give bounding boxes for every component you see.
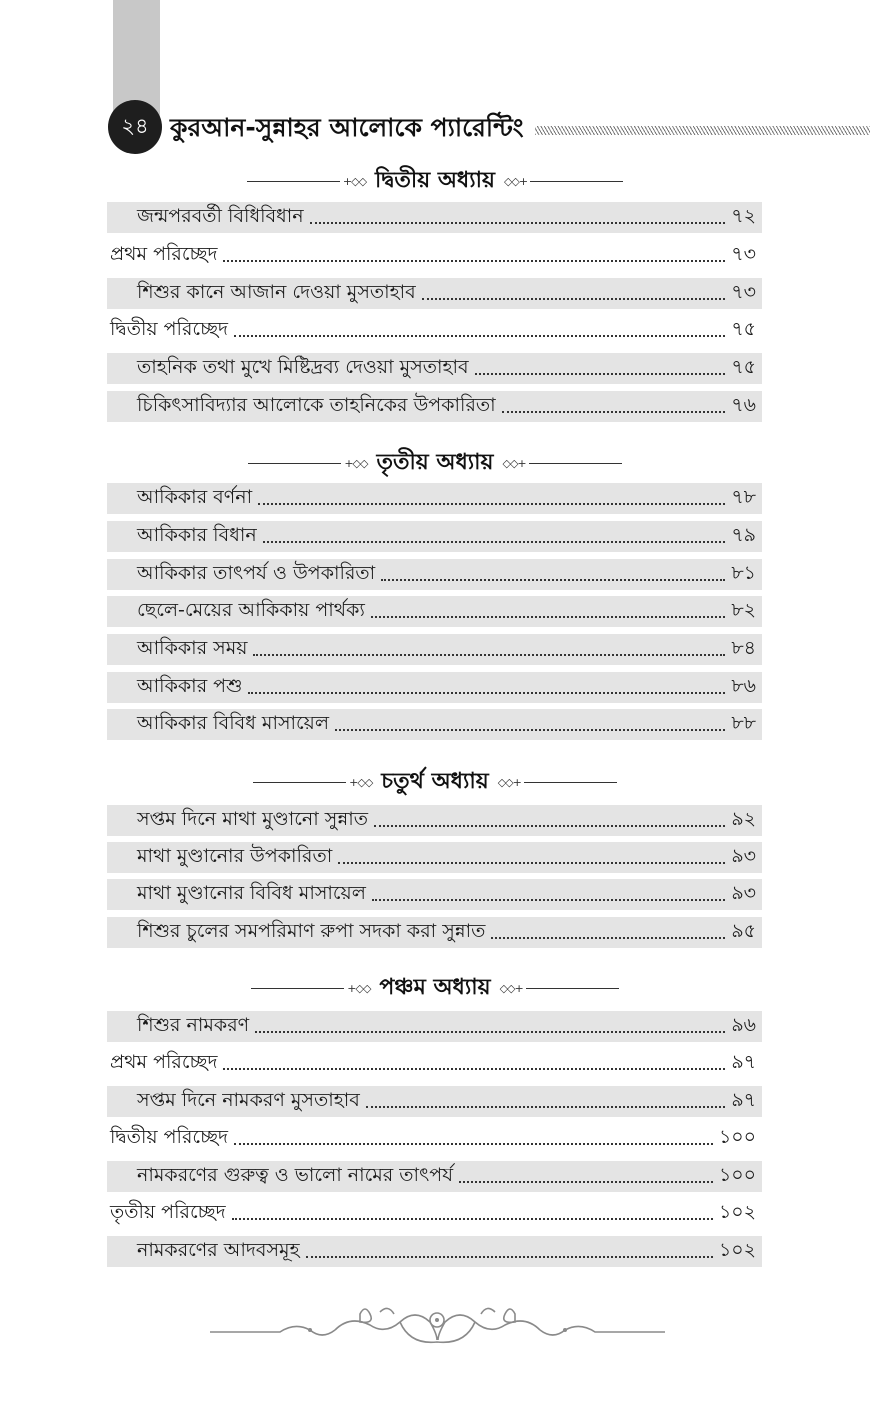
toc-entry-label: প্রথম পরিচ্ছেদ (110, 1050, 218, 1073)
toc-entry-page: ৮৬ (731, 674, 756, 697)
chapter-ornament-right: ◇◇+ (495, 776, 617, 789)
toc-entry[interactable] (107, 879, 762, 910)
chapter-ornament-left: +◇◇ (253, 776, 375, 789)
toc-entry-page: ৭৫ (731, 317, 756, 340)
toc-entry-page: ১০২ (718, 1200, 756, 1223)
toc-entry-label: প্রথম পরিচ্ছেদ (110, 242, 218, 265)
toc-entry-label: শিশুর চুলের সমপরিমাণ রুপা সদকা করা সুন্নাত (137, 919, 486, 942)
chapter-ornament-left: +◇◇ (248, 457, 370, 470)
toc-entry[interactable] (107, 278, 762, 309)
toc-entry-page: ১০২ (718, 1238, 756, 1261)
toc-entry-label: নামকরণের গুরুত্ব ও ভালো নামের তাৎপর্য (137, 1163, 454, 1186)
dot-leader (223, 260, 725, 262)
toc-entry-page: ৭৮ (731, 485, 756, 508)
chapter-ornament-left: +◇◇ (251, 982, 373, 995)
toc-entry-label: নামকরণের আদবসমূহ (137, 1238, 300, 1261)
chapter-title: পঞ্চম অধ্যায় (379, 974, 491, 1000)
toc-entry-label: আকিকার পশু (137, 674, 243, 697)
toc-entry-page: ৭৩ (731, 280, 756, 303)
toc-entry-page: ১০০ (718, 1125, 756, 1148)
toc-entry-label: তাহনিক তথা মুখে মিষ্টিদ্রব্য দেওয়া মুসতাহাব (137, 355, 469, 378)
dot-leader (306, 1256, 713, 1258)
toc-entry-page: ৯৭ (731, 1088, 756, 1111)
dot-leader (381, 579, 725, 581)
toc-entry[interactable] (107, 391, 762, 422)
dot-leader (310, 222, 726, 224)
dot-leader (475, 373, 726, 375)
toc-entry-page: ৮৮ (731, 711, 756, 734)
toc-entry-label: আকিকার সময় (137, 636, 248, 659)
toc-entry[interactable] (107, 521, 762, 552)
chapter-heading (0, 164, 870, 198)
toc-entry-page: ৯৬ (731, 1013, 756, 1036)
dot-leader (223, 1068, 725, 1070)
toc-entry-label: আকিকার তাৎপর্য ও উপকারিতা (137, 561, 376, 584)
toc-entry-page: ৭২ (731, 204, 756, 227)
page-number-badge (108, 100, 162, 154)
toc-entry[interactable] (107, 805, 762, 836)
toc-entry-label: আকিকার বর্ণনা (137, 485, 253, 508)
chapter-heading (0, 446, 870, 480)
toc-entry-page: ৮৪ (731, 636, 756, 659)
toc-entry-label: চিকিৎসাবিদ্যার আলোকে তাহনিকের উপকারিতা (137, 393, 496, 416)
chapter-ornament-right: ◇◇+ (501, 175, 623, 188)
chapter-ornament-right: ◇◇+ (497, 982, 619, 995)
toc-entry[interactable] (107, 709, 762, 740)
toc-entry-label: দ্বিতীয় পরিচ্ছেদ (110, 317, 229, 340)
chapter-title: দ্বিতীয় অধ্যায় (375, 167, 495, 193)
dot-leader (253, 654, 725, 656)
toc-entry[interactable] (107, 202, 762, 233)
toc-entry-page: ৯২ (731, 807, 756, 830)
toc-section[interactable] (107, 315, 762, 346)
toc-entry-label: জন্মপরবর্তী বিধিবিধান (137, 204, 304, 227)
dot-leader (263, 541, 726, 543)
dot-leader (335, 729, 725, 731)
toc-entry[interactable] (107, 634, 762, 665)
page-number: ২৪ (121, 113, 149, 138)
toc-entry-label: শিশুর নামকরণ (137, 1013, 250, 1036)
dot-leader (234, 335, 725, 337)
toc-section[interactable] (107, 1123, 762, 1154)
dot-leader (422, 298, 726, 300)
dot-leader (258, 503, 725, 505)
chapter-heading (0, 765, 870, 799)
toc-entry-label: মাথা মুণ্ডানোর উপকারিতা (137, 844, 333, 867)
toc-entry[interactable] (107, 483, 762, 514)
toc-section[interactable] (107, 240, 762, 271)
dot-leader (338, 862, 725, 864)
dot-leader (366, 1106, 726, 1108)
toc-entry-page: ৭৯ (731, 523, 756, 546)
toc-entry-page: ৯৭ (731, 1050, 756, 1073)
dot-leader (234, 1143, 713, 1145)
toc-entry-label: সপ্তম দিনে মাথা মুণ্ডানো সুন্নাত (137, 807, 368, 830)
dot-leader (372, 899, 725, 901)
dot-leader (491, 937, 725, 939)
toc-section[interactable] (107, 1198, 762, 1229)
dot-leader (248, 692, 725, 694)
header-hatch-rule (535, 126, 870, 135)
toc-entry-page: ৯৩ (731, 881, 756, 904)
toc-entry[interactable] (107, 917, 762, 948)
toc-entry[interactable] (107, 1161, 762, 1192)
toc-entry[interactable] (107, 842, 762, 873)
dot-leader (502, 411, 726, 413)
toc-entry-label: শিশুর কানে আজান দেওয়া মুসতাহাব (137, 280, 416, 303)
chapter-ornament-left: +◇◇ (247, 175, 369, 188)
toc-entry-page: ১০০ (718, 1163, 756, 1186)
dot-leader (232, 1218, 713, 1220)
footer-flourish-icon (210, 1300, 665, 1355)
toc-section[interactable] (107, 1048, 762, 1079)
toc-entry[interactable] (107, 559, 762, 590)
toc-entry[interactable] (107, 672, 762, 703)
toc-entry-label: তৃতীয় পরিচ্ছেদ (110, 1200, 226, 1223)
running-header-title: কুরআন-সুন্নাহর আলোকে প্যারেন্টিং (170, 113, 524, 142)
toc-entry-page: ৭৬ (731, 393, 756, 416)
toc-entry-page: ৯৩ (731, 844, 756, 867)
toc-entry[interactable] (107, 1086, 762, 1117)
toc-entry-page: ৭৩ (731, 242, 756, 265)
toc-entry-page: ৭৫ (731, 355, 756, 378)
toc-entry-label: আকিকার বিধান (137, 523, 257, 546)
dot-leader (371, 616, 725, 618)
dot-leader (374, 825, 725, 827)
toc-entry[interactable] (107, 1011, 762, 1042)
dot-leader (459, 1181, 713, 1183)
toc-entry-page: ৯৫ (731, 919, 756, 942)
toc-entry-label: দ্বিতীয় পরিচ্ছেদ (110, 1125, 229, 1148)
toc-entry-label: মাথা মুণ্ডানোর বিবিধ মাসায়েল (137, 881, 366, 904)
chapter-title: তৃতীয় অধ্যায় (376, 449, 494, 475)
chapter-heading (0, 971, 870, 1005)
toc-entry[interactable] (107, 353, 762, 384)
toc-entry-page: ৮১ (731, 561, 756, 584)
chapter-title: চতুর্থ অধ্যায় (381, 768, 489, 794)
dot-leader (255, 1031, 725, 1033)
toc-entry-label: সপ্তম দিনে নামকরণ মুসতাহাব (137, 1088, 360, 1111)
chapter-ornament-right: ◇◇+ (500, 457, 622, 470)
toc-entry-label: আকিকার বিবিধ মাসায়েল (137, 711, 329, 734)
toc-entry[interactable] (107, 596, 762, 627)
toc-entry-page: ৮২ (731, 598, 756, 621)
toc-entry-label: ছেলে-মেয়ের আকিকায় পার্থক্য (137, 598, 365, 621)
toc-entry[interactable] (107, 1236, 762, 1267)
